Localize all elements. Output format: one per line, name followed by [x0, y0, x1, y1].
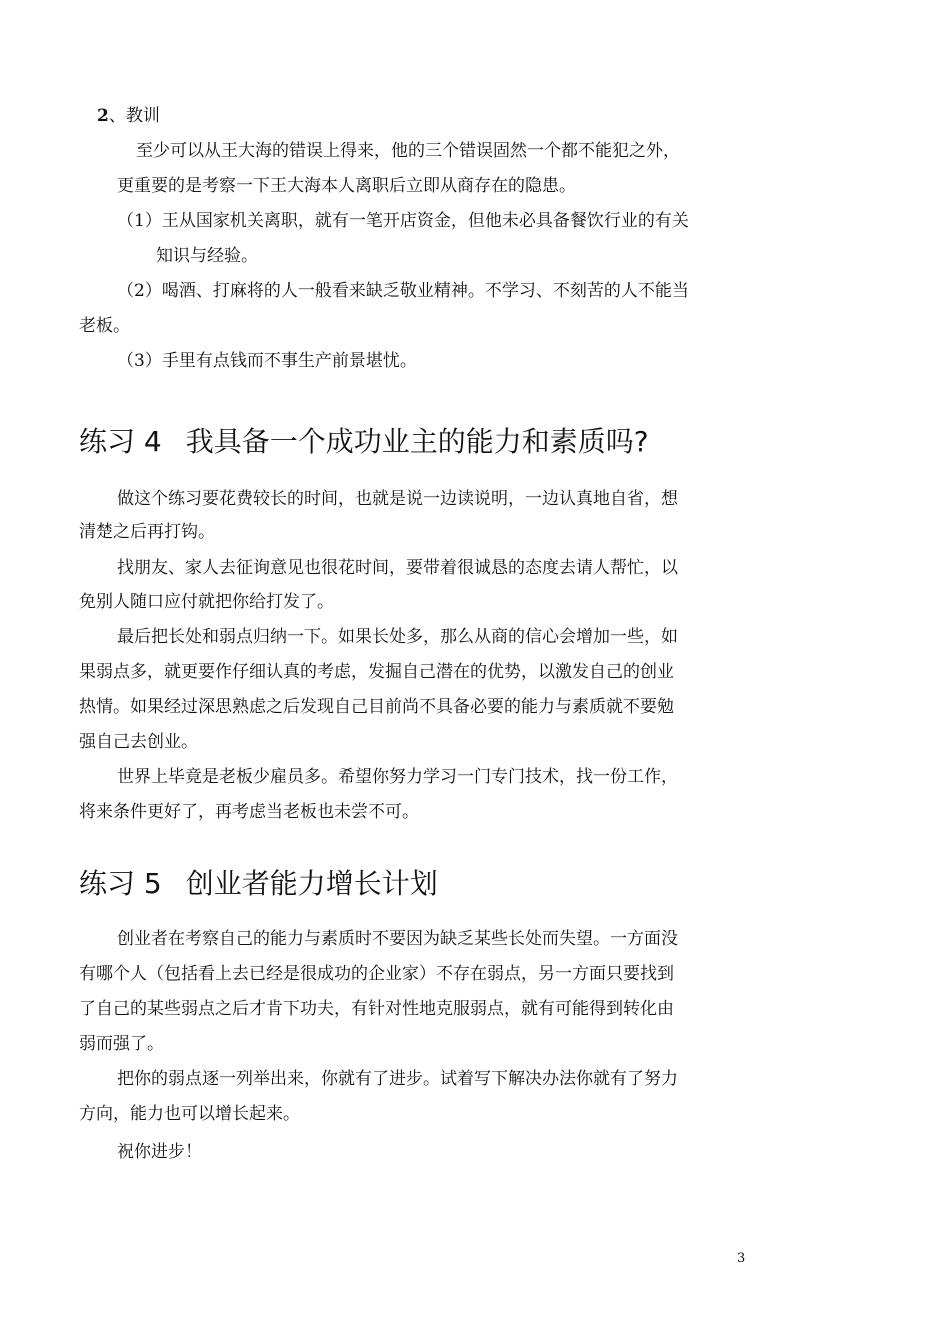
paragraph-line: 把你的弱点逐一列举出来，你就有了进步。试着写下解决办法你就有了努力 [117, 1069, 678, 1089]
paragraph-line: 将来条件更好了，再考虑当老板也未尝不可。 [79, 802, 419, 822]
paragraph-line: （1）王从国家机关离职，就有一笔开店资金，但他未必具备餐饮行业的有关 [117, 211, 689, 231]
paragraph-line: 有哪个人（包括看上去已经是很成功的企业家）不存在弱点，另一方面只要找到 [79, 964, 674, 984]
exercise-4-number: 练习 4 [79, 425, 162, 458]
paragraph-line: 更重要的是考察一下王大海本人离职后立即从商存在的隐患。 [117, 176, 576, 196]
exercise-4-title: 我具备一个成功业主的能力和素质吗? [185, 425, 649, 458]
paragraph-line: 世界上毕竟是老板少雇员多。希望你努力学习一门专门技术，找一份工作， [117, 767, 678, 787]
paragraph-line: 至少可以从王大海的错误上得来，他的三个错误固然一个都不能犯之外， [136, 141, 680, 161]
paragraph-line: 清楚之后再打钩。 [79, 522, 215, 542]
paragraph-line: 祝你进步！ [117, 1142, 202, 1162]
paragraph-line: 老板。 [79, 316, 130, 336]
section-2-heading [97, 104, 160, 128]
paragraph-line: 知识与经验。 [156, 246, 258, 266]
paragraph-line: 找朋友、家人去征询意见也很花时间，要带着很诚恳的态度去请人帮忙，以 [117, 558, 678, 578]
exercise-4-heading [79, 424, 649, 460]
paragraph-line: 热情。如果经过深思熟虑之后发现自己目前尚不具备必要的能力与素质就不要勉 [79, 697, 674, 717]
exercise-5-title: 创业者能力增长计划 [185, 867, 438, 900]
paragraph-line: 创业者在考察自己的能力与素质时不要因为缺乏某些长处而失望。一方面没 [117, 929, 678, 949]
paragraph-line: 最后把长处和弱点归纳一下。如果长处多，那么从商的信心会增加一些，如 [117, 627, 678, 647]
paragraph-line: 免别人随口应付就把你给打发了。 [79, 592, 334, 612]
paragraph-line: 方向，能力也可以增长起来。 [79, 1104, 300, 1124]
paragraph-line: （2）喝酒、打麻将的人一般看来缺乏敬业精神。不学习、不刻苦的人不能当 [117, 281, 689, 301]
paragraph-line: 了自己的某些弱点之后才肯下功夫，有针对性地克服弱点，就有可能得到转化由 [79, 999, 674, 1019]
paragraph-line: 果弱点多，就更要作仔细认真的考虑，发掘自己潜在的优势，以激发自己的创业 [79, 662, 674, 682]
exercise-5-number: 练习 5 [79, 867, 162, 900]
paragraph-line: 做这个练习要花费较长的时间，也就是说一边读说明，一边认真地自省，想 [117, 489, 678, 509]
section-2-title: 、教训 [108, 106, 160, 126]
paragraph-line: 强自己去创业。 [79, 732, 198, 752]
paragraph-line: 弱而强了。 [79, 1034, 164, 1054]
exercise-5-heading [79, 866, 438, 902]
page-number: 3 [737, 1251, 746, 1266]
section-2-number: 2 [97, 106, 109, 126]
paragraph-line: （3）手里有点钱而不事生产前景堪忧。 [117, 351, 417, 371]
